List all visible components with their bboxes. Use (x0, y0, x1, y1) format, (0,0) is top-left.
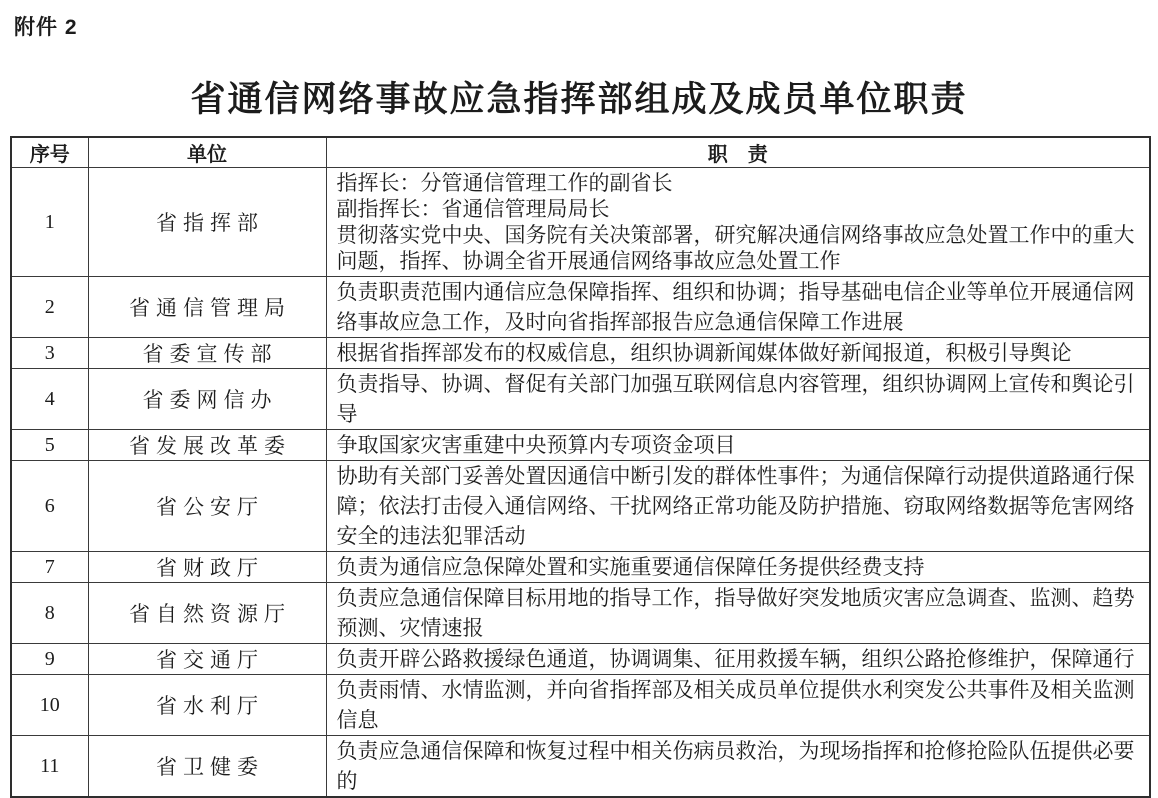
duty-line: 贯彻落实党中央、国务院有关决策部署，研究解决通信网络事故应急处置工作中的重大问题，指挥、协调全省开展通信网络事故应急处置工作 (336, 223, 1135, 273)
table-row (11, 644, 1150, 675)
duty-line: 负责职责范围内通信应急保障指挥、组织和协调；指导基础电信企业等单位开展通信网络事故应急工作，及时向省指挥部报告应急通信保障工作进展 (336, 280, 1135, 334)
duty-text (326, 736, 1150, 798)
duty-line: 负责指导、协调、督促有关部门加强互联网信息内容管理，组织协调网上宣传和舆论引导 (336, 372, 1135, 426)
table-row (11, 552, 1150, 583)
header-no: 序号 (11, 137, 88, 168)
unit-name: 省指挥部 (88, 168, 326, 277)
row-number: 7 (11, 552, 88, 583)
duty-line: 负责应急通信保障和恢复过程中相关伤病员救治，为现场指挥和抢修抢险队伍提供必要的 (336, 739, 1135, 793)
duty-text (326, 644, 1150, 675)
row-number: 10 (11, 675, 88, 736)
table-row (11, 430, 1150, 461)
unit-name: 省交通厅 (88, 644, 326, 675)
unit-name: 省公安厅 (88, 461, 326, 552)
table-row (11, 369, 1150, 430)
duty-line: 争取国家灾害重建中央预算内专项资金项目 (336, 433, 736, 457)
table-row (11, 583, 1150, 644)
duty-text (326, 461, 1150, 552)
duty-line: 根据省指挥部发布的权威信息，组织协调新闻媒体做好新闻报道，积极引导舆论 (336, 341, 1072, 365)
header-duty: 职 责 (326, 137, 1150, 168)
duty-line: 指挥长：分管通信管理工作的副省长 (336, 171, 673, 195)
duty-table (10, 136, 1151, 798)
duty-text (326, 430, 1150, 461)
unit-name: 省通信管理局 (88, 277, 326, 338)
duty-text (326, 583, 1150, 644)
row-number: 3 (11, 338, 88, 369)
table-body (11, 168, 1150, 798)
table-row (11, 675, 1150, 736)
table-row (11, 461, 1150, 552)
row-number: 8 (11, 583, 88, 644)
duty-line: 负责雨情、水情监测，并向省指挥部及相关成员单位提供水利突发公共事件及相关监测信息 (336, 678, 1135, 732)
unit-name: 省卫健委 (88, 736, 326, 798)
table-row (11, 736, 1150, 798)
duty-line: 协助有关部门妥善处置因通信中断引发的群体性事件；为通信保障行动提供道路通行保障；依法打击侵入通信网络、干扰网络正常功能及防护措施、窃取网络数据等危害网络安全的违法犯罪活动 (336, 464, 1135, 548)
duty-line: 负责为通信应急保障处置和实施重要通信保障任务提供经费支持 (336, 555, 925, 579)
row-number: 9 (11, 644, 88, 675)
duty-text (326, 277, 1150, 338)
table-row (11, 338, 1150, 369)
duty-text (326, 369, 1150, 430)
page-title: 省通信网络事故应急指挥部组成及成员单位职责 (190, 80, 968, 119)
duty-text (326, 338, 1150, 369)
unit-name: 省发展改革委 (88, 430, 326, 461)
row-number: 11 (11, 736, 88, 798)
row-number: 5 (11, 430, 88, 461)
row-number: 2 (11, 277, 88, 338)
duty-text (326, 675, 1150, 736)
unit-name: 省委网信办 (88, 369, 326, 430)
duty-line: 副指挥长：省通信管理局局长 (336, 197, 610, 221)
table-header-row (11, 137, 1150, 168)
unit-name: 省自然资源厅 (88, 583, 326, 644)
unit-name: 省财政厅 (88, 552, 326, 583)
table-row (11, 277, 1150, 338)
header-unit: 单位 (88, 137, 326, 168)
attachment-label: 附件 2 (14, 16, 78, 39)
table-row (11, 168, 1150, 277)
duty-text (326, 168, 1150, 277)
duty-line: 负责应急通信保障目标用地的指导工作，指导做好突发地质灾害应急调查、监测、趋势预测、灾情速报 (336, 586, 1135, 640)
duty-text (326, 552, 1150, 583)
row-number: 1 (11, 168, 88, 277)
row-number: 6 (11, 461, 88, 552)
duty-line: 负责开辟公路救援绿色通道，协调调集、征用救援车辆，组织公路抢修维护，保障通行 (336, 647, 1135, 671)
unit-name: 省委宣传部 (88, 338, 326, 369)
unit-name: 省水利厅 (88, 675, 326, 736)
row-number: 4 (11, 369, 88, 430)
